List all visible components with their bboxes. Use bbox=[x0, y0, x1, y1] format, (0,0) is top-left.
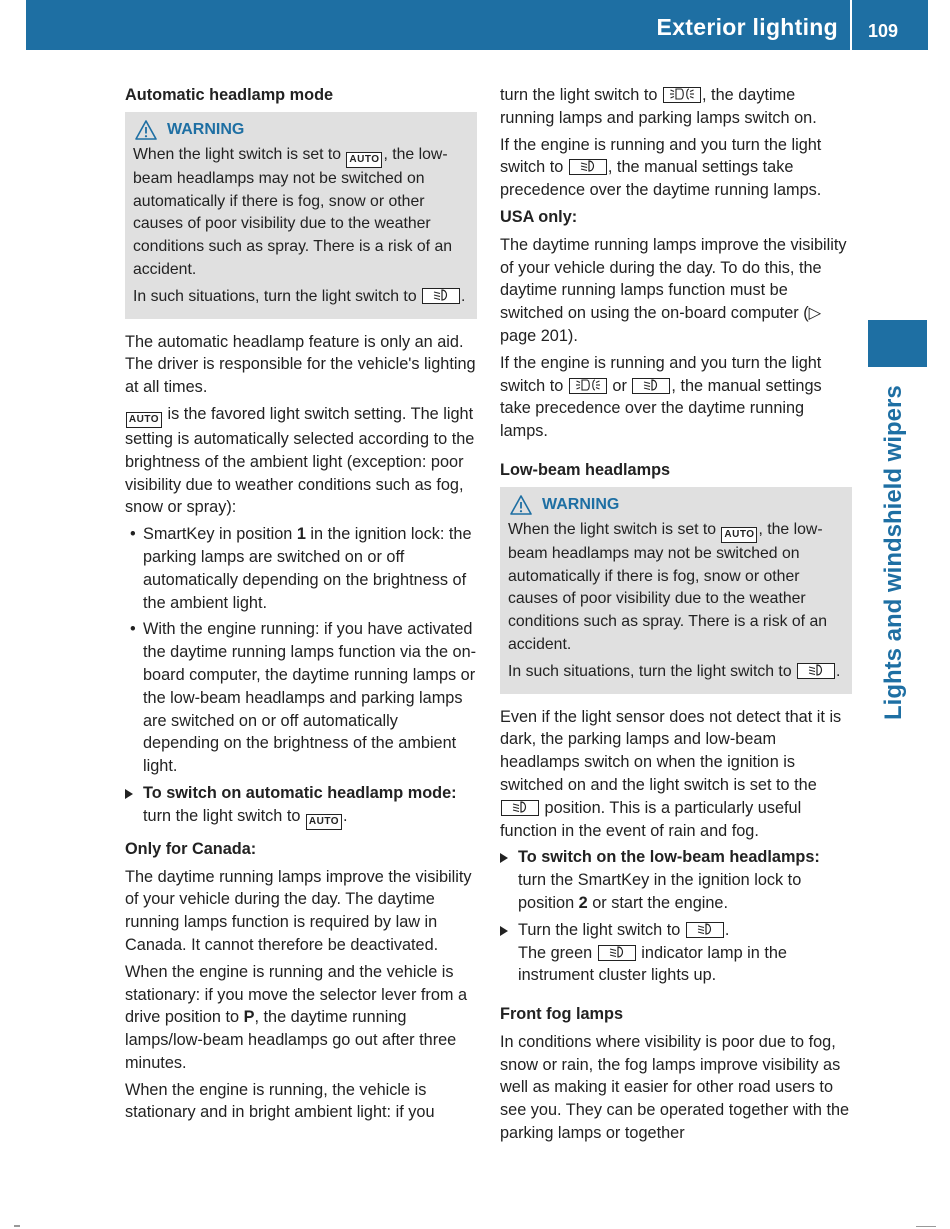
low-beam-headlamp-icon bbox=[686, 922, 724, 938]
paragraph-text-part: , the daytime running lamps and parking lamps switch on. bbox=[500, 86, 817, 127]
warning-text-part: , the low-beam headlamps may not be switched on automatically if there is fog, snow or other causes of poor visibility due to the weather conditions such as spray. There is a risk of an accident. bbox=[508, 520, 828, 653]
warning-box bbox=[125, 112, 477, 319]
auto-icon: AUTO bbox=[126, 412, 162, 428]
paragraph-aid: The automatic headlamp feature is only an aid. The driver is responsible for the vehicle's lighting at all times. bbox=[125, 332, 476, 397]
right-column bbox=[500, 84, 852, 1149]
step-title: To switch on the low-beam headlamps: bbox=[518, 848, 820, 867]
warning-text-part: , the low-beam headlamps may not be switched on automatically if there is fog, snow or other causes of poor visibility due to the weather conditions such as spray. There is a risk of an accident. bbox=[133, 145, 453, 278]
low-beam-headlamp-icon bbox=[569, 159, 607, 175]
warning-text-part: In such situations, turn the light switch to bbox=[133, 287, 422, 305]
chapter-tab-marker bbox=[868, 320, 927, 367]
paragraph-light-sensor bbox=[500, 706, 852, 843]
step-text: turn the SmartKey in the ignition lock to position bbox=[518, 871, 802, 912]
paragraph-manual-settings bbox=[500, 134, 852, 202]
paragraph-continued bbox=[500, 84, 852, 130]
paragraph-text-part: Even if the light sensor does not detect that it is dark, the parking lamps and low-beam headlamps switch on when the ignition is switched on and the light switch is set to the bbox=[500, 707, 842, 794]
section-title: Exterior lighting bbox=[656, 14, 838, 40]
step-arrow-icon bbox=[500, 926, 508, 936]
paragraph-fog: In conditions where visibility is poor due to fog, snow or rain, the fog lamps improve visibility as well as making it easier for other road users to see you. They can be operated together with the parking lamps or together bbox=[500, 1032, 850, 1143]
bullet-list bbox=[125, 523, 477, 778]
chapter-tab-label: Lights and windshield wipers bbox=[880, 385, 907, 720]
warning-text-part: . bbox=[461, 287, 466, 305]
paragraph-bright-light: When the engine is running, the vehicle is stationary and in bright ambient light: if you bbox=[125, 1080, 435, 1122]
heading-automatic-headlamp-mode: Automatic headlamp mode bbox=[125, 86, 334, 104]
warning-triangle-icon bbox=[510, 495, 532, 515]
warning-text-part: . bbox=[836, 662, 841, 680]
position-number: 1 bbox=[296, 525, 306, 544]
daytime-running-lamp-icon bbox=[569, 378, 607, 394]
heading-front-fog-lamps: Front fog lamps bbox=[500, 1005, 624, 1024]
heading-usa-only: USA only: bbox=[500, 207, 578, 226]
warning-text-part: When the light switch is set to bbox=[133, 145, 346, 163]
warning-box bbox=[500, 487, 852, 694]
step-text: or start the engine. bbox=[587, 893, 729, 912]
list-item-text: in the ignition lock: the parking lamps are switched on or off automatically depending on the brightness of the ambient light. bbox=[143, 525, 472, 612]
warning-text bbox=[508, 661, 844, 684]
auto-icon: AUTO bbox=[306, 814, 342, 830]
step-text: Turn the light switch to bbox=[518, 920, 685, 939]
auto-icon: AUTO bbox=[721, 527, 757, 543]
warning-text bbox=[133, 286, 469, 309]
list-item-text: SmartKey in position bbox=[143, 525, 297, 544]
paragraph-text-part: or bbox=[607, 376, 632, 395]
warning-text bbox=[508, 519, 844, 657]
warning-label: WARNING bbox=[542, 495, 620, 513]
page-number: 109 bbox=[867, 21, 898, 41]
heading-low-beam-headlamps: Low-beam headlamps bbox=[500, 460, 671, 479]
crop-mark bbox=[916, 1226, 936, 1227]
header-divider bbox=[850, 0, 852, 50]
daytime-running-lamp-icon bbox=[663, 87, 701, 103]
warning-text-part: When the light switch is set to bbox=[508, 520, 721, 538]
paragraph-text-part: If the engine is running and you turn the light switch to bbox=[500, 135, 822, 177]
paragraph-text-part: If the engine is running and you turn the light switch to bbox=[500, 353, 822, 395]
warning-title bbox=[508, 493, 844, 517]
paragraph-stationary bbox=[125, 961, 477, 1075]
low-beam-headlamp-icon bbox=[501, 800, 539, 816]
auto-icon: AUTO bbox=[346, 152, 382, 168]
paragraph-text-part: turn the light switch to bbox=[500, 86, 662, 104]
list-item: • With the engine running: if you have activated the daytime running lamps function via the on-board computer, the daytime running lamps or the low-beam headlamps and parking lamps are switched on or off automatically depending on the brightness of the ambient light. bbox=[125, 618, 477, 778]
instruction-step bbox=[500, 846, 852, 914]
step-arrow-icon bbox=[500, 853, 508, 863]
low-beam-headlamp-icon bbox=[598, 945, 636, 961]
step-text: indicator lamp in the instrument cluster lights up. bbox=[518, 943, 787, 985]
low-beam-headlamp-icon bbox=[797, 663, 835, 679]
paragraph-usa-manual bbox=[500, 352, 852, 443]
step-text: The green bbox=[518, 943, 597, 962]
paragraph-text-part: , the manual settings take precedence over the daytime running lamps. bbox=[500, 158, 822, 200]
paragraph-canada: The daytime running lamps improve the visibility of your vehicle during the day. The daytime running lamps function is required by law in Canada. It cannot therefore be deactivated. bbox=[125, 867, 472, 954]
paragraph-text-part: is the favored light switch setting. The light setting is automatically selected according to the brightness of the ambient light (exception: poor visibility due to weather conditions such as fog, snow or spray): bbox=[125, 404, 475, 517]
left-column bbox=[125, 84, 477, 1128]
gear-position: P bbox=[243, 1008, 255, 1027]
paragraph-usa: The daytime running lamps improve the visibility of your vehicle during the day. To do this, the daytime running lamps function must be switched on using the on-board computer (▷ page 201). bbox=[500, 235, 847, 345]
paragraph-text-part: , the manual settings take precedence over the daytime running lamps. bbox=[500, 376, 822, 441]
paragraph-text-part: , the daytime running lamps/low-beam headlamps go out after three minutes. bbox=[125, 1008, 457, 1072]
step-arrow-icon bbox=[125, 789, 133, 799]
paragraph-text-part: When the engine is running and the vehicle is stationary: if you move the selector lever from a drive position to bbox=[125, 962, 468, 1027]
step-text: . bbox=[343, 806, 348, 825]
paragraph-favored bbox=[125, 403, 477, 519]
instruction-step bbox=[125, 782, 477, 830]
heading-only-for-canada: Only for Canada: bbox=[125, 839, 257, 858]
step-text: . bbox=[724, 920, 730, 939]
low-beam-headlamp-icon bbox=[422, 288, 460, 304]
warning-triangle-icon bbox=[135, 120, 157, 140]
crop-mark bbox=[14, 1225, 20, 1227]
list-item bbox=[125, 523, 477, 614]
warning-title bbox=[133, 118, 469, 142]
warning-text bbox=[133, 144, 469, 282]
warning-text-part: In such situations, turn the light switch to bbox=[508, 662, 797, 680]
position-number: 2 bbox=[578, 893, 588, 912]
step-title: To switch on automatic headlamp mode: bbox=[143, 783, 457, 802]
paragraph-text-part: position. This is a particularly useful function in the event of rain and fog. bbox=[500, 798, 802, 840]
low-beam-headlamp-icon bbox=[632, 378, 670, 394]
warning-label: WARNING bbox=[167, 120, 245, 138]
header-bar bbox=[26, 0, 928, 50]
step-text: turn the light switch to bbox=[143, 806, 305, 825]
instruction-step bbox=[500, 919, 852, 987]
